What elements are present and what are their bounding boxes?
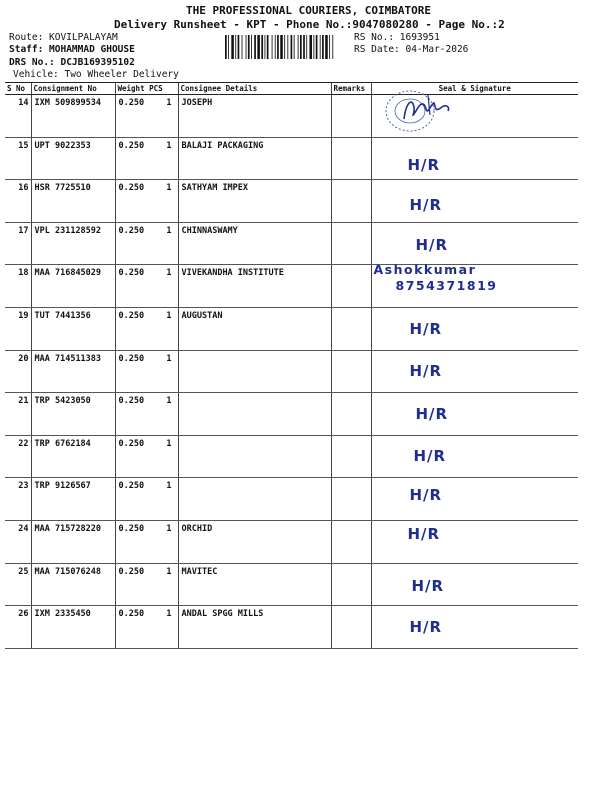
- row-remarks: [331, 137, 371, 180]
- staff-label: Staff: MOHAMMAD GHOUSE: [9, 44, 135, 55]
- row-seal-signature: [371, 606, 578, 649]
- row-pcs: 1: [166, 140, 172, 151]
- row-weight: [115, 435, 178, 478]
- col-weight-pcs: Weight PCS: [115, 83, 178, 95]
- row-consignment-no: TRP 9126567: [31, 478, 115, 521]
- row-weight-value: 0.250: [118, 566, 145, 577]
- table-row: [5, 478, 578, 521]
- rs-number: RS No.: 1693951: [354, 32, 440, 43]
- row-weight-value: 0.250: [118, 481, 145, 492]
- row-consignment-no: IXM 2335450: [31, 606, 115, 649]
- row-weight: [115, 478, 178, 521]
- row-weight: [115, 307, 178, 350]
- row-pcs: 1: [166, 98, 172, 108]
- row-weight-value: 0.250: [118, 268, 145, 279]
- row-weight-value: 0.250: [118, 523, 145, 534]
- table-row: [5, 520, 578, 563]
- handwritten-signature: H/R: [413, 446, 447, 465]
- row-pcs: 1: [166, 310, 172, 321]
- row-consignee: VIVEKANDHA INSTITUTE: [178, 265, 331, 308]
- vehicle-label: Vehicle: Two Wheeler Delivery: [13, 69, 179, 80]
- table-row: [5, 222, 578, 265]
- row-weight-value: 0.250: [118, 396, 145, 407]
- row-pcs: 1: [166, 481, 172, 492]
- row-pcs: 1: [166, 396, 172, 407]
- row-seal-signature: [371, 222, 578, 265]
- row-seal-signature: [371, 563, 578, 606]
- table-row: [5, 180, 578, 223]
- row-sno: 17: [5, 222, 31, 265]
- table-header-row: [5, 83, 578, 95]
- row-weight: [115, 265, 178, 308]
- row-consignment-no: VPL 231128592: [31, 222, 115, 265]
- handwritten-signature: H/R: [409, 618, 443, 637]
- row-consignee: ORCHID: [178, 520, 331, 563]
- drs-number: DRS No.: DCJB169395102: [9, 57, 135, 68]
- table-row: [5, 95, 578, 138]
- row-pcs: 1: [166, 566, 172, 577]
- route-label: Route: KOVILPALAYAM: [9, 32, 118, 43]
- row-weight: [115, 393, 178, 436]
- row-weight: [115, 350, 178, 393]
- company-title: THE PROFESSIONAL COURIERS, COIMBATORE: [186, 4, 432, 17]
- rs-date: RS Date: 04-Mar-2026: [354, 44, 469, 55]
- row-consignee: [178, 350, 331, 393]
- col-sno: S No: [5, 83, 31, 95]
- row-consignee: SATHYAM IMPEX: [178, 180, 331, 223]
- row-pcs: 1: [166, 225, 172, 236]
- row-consignee: [178, 435, 331, 478]
- row-pcs: 1: [166, 183, 172, 194]
- handwritten-signature: H/R: [409, 319, 443, 338]
- row-remarks: [331, 95, 371, 138]
- handwritten-signature: H/R: [411, 576, 445, 595]
- row-weight: [115, 137, 178, 180]
- row-weight-value: 0.250: [118, 310, 145, 321]
- row-consignment-no: TRP 6762184: [31, 435, 115, 478]
- col-seal: Seal & Signature: [371, 83, 578, 95]
- row-sno: 22: [5, 435, 31, 478]
- row-seal-signature: [371, 435, 578, 478]
- row-consignment-no: MAA 714511383: [31, 350, 115, 393]
- row-consignment-no: MAA 716845029: [31, 265, 115, 308]
- row-weight: [115, 222, 178, 265]
- col-remarks: Remarks: [331, 83, 371, 95]
- row-consignee: CHINNASWAMY: [178, 222, 331, 265]
- row-seal-signature: [371, 137, 578, 180]
- row-remarks: [331, 563, 371, 606]
- table-row: [5, 606, 578, 649]
- row-pcs: 1: [166, 353, 172, 364]
- table-row: [5, 563, 578, 606]
- seal-stamp-icon: [384, 89, 454, 135]
- row-consignee: MAVITEC: [178, 563, 331, 606]
- row-seal-signature: [371, 478, 578, 521]
- row-weight-value: 0.250: [118, 183, 145, 194]
- row-consignment-no: MAA 715076248: [31, 563, 115, 606]
- row-remarks: [331, 606, 371, 649]
- row-sno: 18: [5, 265, 31, 308]
- row-remarks: [331, 307, 371, 350]
- row-weight-value: 0.250: [118, 225, 145, 236]
- handwritten-signature: H/R: [415, 235, 449, 254]
- row-remarks: [331, 180, 371, 223]
- row-seal-signature: [371, 180, 578, 223]
- row-consignee: [178, 393, 331, 436]
- row-consignee: ANDAL SPGG MILLS: [178, 606, 331, 649]
- runsheet-table: [5, 82, 578, 649]
- row-seal-signature: [371, 95, 578, 138]
- handwritten-signature: H/R: [409, 361, 443, 380]
- row-pcs: 1: [166, 523, 172, 534]
- row-consignment-no: TUT 7441356: [31, 307, 115, 350]
- row-pcs: 1: [166, 438, 172, 449]
- row-seal-signature: [371, 520, 578, 563]
- handwritten-phone: 8754371819: [395, 278, 498, 294]
- row-weight: [115, 563, 178, 606]
- row-weight: [115, 95, 178, 138]
- row-weight-value: 0.250: [118, 353, 145, 364]
- col-consignee: Consignee Details: [178, 83, 331, 95]
- row-weight: [115, 180, 178, 223]
- table-row: [5, 307, 578, 350]
- row-sno: 14: [5, 95, 31, 138]
- row-remarks: [331, 520, 371, 563]
- table-row: [5, 435, 578, 478]
- row-sno: 23: [5, 478, 31, 521]
- handwritten-signature: H/R: [415, 405, 449, 424]
- runsheet-subtitle: Delivery Runsheet - KPT - Phone No.:9047080280 - Page No.:2: [114, 18, 505, 31]
- row-remarks: [331, 350, 371, 393]
- handwritten-signature: H/R: [407, 155, 441, 174]
- row-remarks: [331, 478, 371, 521]
- row-consignment-no: IXM 509899534: [31, 95, 115, 138]
- row-consignee: BALAJI PACKAGING: [178, 137, 331, 180]
- row-sno: 15: [5, 137, 31, 180]
- row-weight: [115, 520, 178, 563]
- row-weight-value: 0.250: [118, 438, 145, 449]
- barcode-image: [225, 35, 349, 59]
- table-row: [5, 265, 578, 308]
- row-consignment-no: UPT 9022353: [31, 137, 115, 180]
- row-consignee: JOSEPH: [178, 95, 331, 138]
- row-remarks: [331, 393, 371, 436]
- row-weight-value: 0.250: [118, 98, 145, 108]
- row-consignee: [178, 478, 331, 521]
- handwritten-signature: Ashokkumar: [373, 262, 477, 278]
- row-seal-signature: [371, 393, 578, 436]
- row-sno: 26: [5, 606, 31, 649]
- handwritten-signature: H/R: [407, 524, 441, 543]
- table-row: [5, 137, 578, 180]
- row-weight-value: 0.250: [118, 609, 145, 620]
- row-remarks: [331, 222, 371, 265]
- row-consignment-no: TRP 5423050: [31, 393, 115, 436]
- row-sno: 24: [5, 520, 31, 563]
- row-consignment-no: MAA 715728220: [31, 520, 115, 563]
- table-row: [5, 393, 578, 436]
- handwritten-signature: H/R: [409, 196, 443, 215]
- row-remarks: [331, 435, 371, 478]
- row-sno: 25: [5, 563, 31, 606]
- row-weight-value: 0.250: [118, 140, 145, 151]
- row-remarks: [331, 265, 371, 308]
- table-row: [5, 350, 578, 393]
- row-consignment-no: HSR 7725510: [31, 180, 115, 223]
- row-seal-signature: [371, 307, 578, 350]
- row-sno: 21: [5, 393, 31, 436]
- row-seal-signature: [371, 262, 578, 308]
- row-weight: [115, 606, 178, 649]
- row-seal-signature: [371, 350, 578, 393]
- row-sno: 19: [5, 307, 31, 350]
- row-pcs: 1: [166, 268, 172, 279]
- handwritten-signature: H/R: [409, 486, 443, 505]
- col-consignment: Consignment No: [31, 83, 115, 95]
- row-pcs: 1: [166, 609, 172, 620]
- row-sno: 20: [5, 350, 31, 393]
- row-consignee: AUGUSTAN: [178, 307, 331, 350]
- row-sno: 16: [5, 180, 31, 223]
